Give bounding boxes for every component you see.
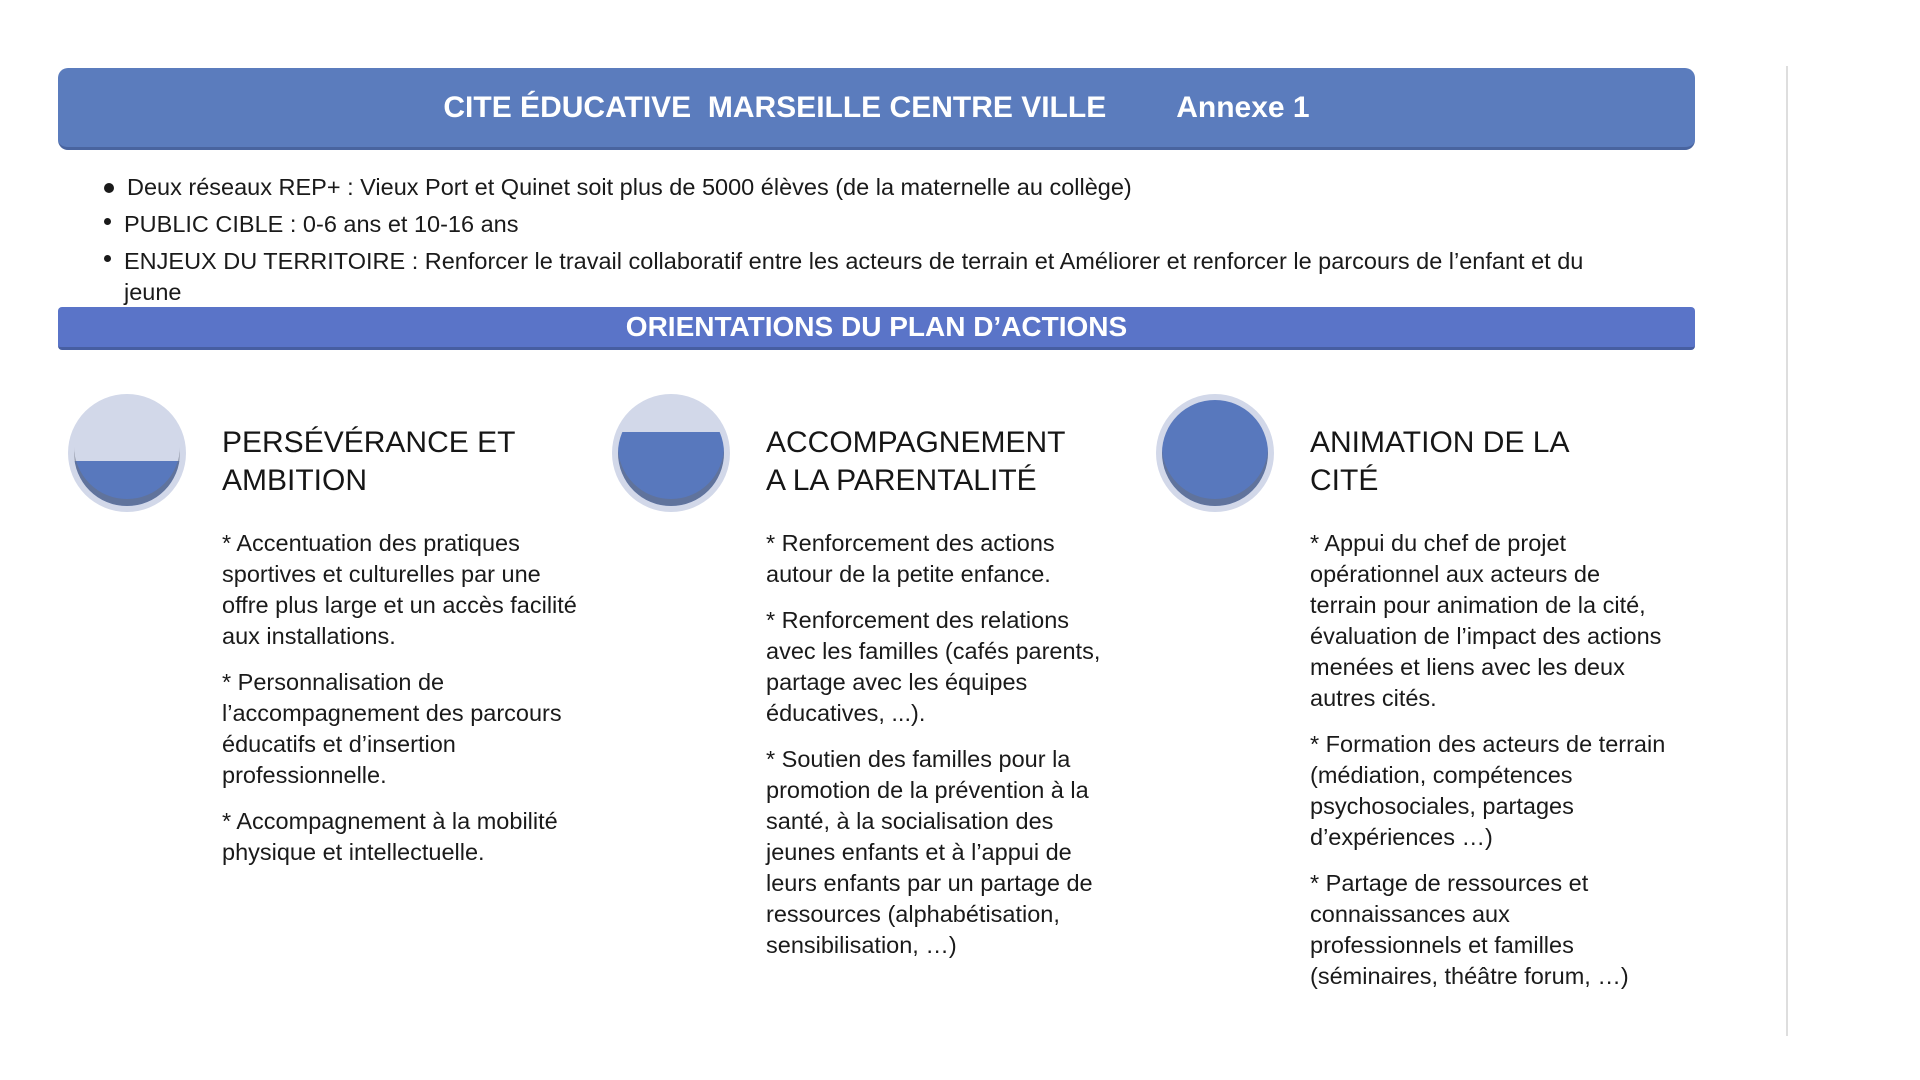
column-perseverance [68,394,587,883]
page-title: CITE ÉDUCATIVE MARSEILLE CENTRE VILLE [443,90,1107,124]
column-bullet: * Renforcement des actions autour de la petite enfance. [766,530,1055,587]
column-bullet: * Personnalisation de l’accompagnement des parcours éducatifs et d’insertion professionnelle. [222,669,562,788]
column-animation-cite [1156,394,1666,1007]
column-bullet: * Partage de ressources et connaissances aux professionnels et familles (séminaires, théâtre forum, …) [1310,870,1629,989]
column-bullet: * Accompagnement à la mobilité physique et intellectuelle. [222,808,558,865]
column-bullet: * Renforcement des relations avec les familles (cafés parents, partage avec les équipes éducatives, ...). [766,607,1101,726]
progress-circle-icon [1156,394,1274,512]
column-parentalite [612,394,1116,976]
column-bullet: * Soutien des familles pour la promotion de la prévention à la santé, à la socialisation des jeunes enfants et à l’appui de leurs enfants par un partage de ressources (alphabétisation, sensibilisation, …) [766,746,1093,958]
progress-circle-fill [74,461,180,506]
column-bullet: * Formation des acteurs de terrain (médiation, compétences psychosociales, partages d’expériences …) [1310,731,1666,850]
column-text-block [222,424,587,883]
column-heading [766,424,1116,500]
progress-circle-icon [612,394,730,512]
section-band-title: ORIENTATIONS DU PLAN D’ACTIONS [625,311,1128,342]
intro-bullet-text: ENJEUX DU TERRITOIRE : Renforcer le travail collaboratif entre les acteurs de terrain et Améliorer et renforcer le parcours de l’enfant et du jeune [124,248,1584,305]
intro-bullet-text: Deux réseaux REP+ : Vieux Port et Quinet soit plus de 5000 élèves (de la maternelle au collège) [127,174,1132,200]
section-band [58,307,1695,350]
column-heading-line: ANIMATION DE LA [1310,426,1570,459]
intro-bullet-list [104,172,1594,314]
column-heading [222,424,587,500]
title-bar [58,68,1695,150]
page-edge-divider [1786,66,1788,1036]
intro-bullet-item [104,209,1594,240]
bullet-dot-icon [104,218,111,225]
intro-bullet-item [104,246,1594,308]
progress-circle-clip [1162,400,1268,506]
column-text-block [766,424,1116,976]
annex-label: Annexe 1 [1176,90,1310,124]
column-bullet: * Appui du chef de projet opérationnel aux acteurs de terrain pour animation de la cité, évaluation de l’impact des actions menées et liens avec les deux autres cités. [1310,530,1662,711]
progress-circle-icon [68,394,186,512]
progress-circle-fill [618,432,724,506]
column-heading-line: PERSÉVÉRANCE ET [222,426,516,459]
progress-circle-clip [74,400,180,506]
progress-circle-fill [1162,400,1268,506]
bullet-dot-icon [104,255,111,262]
intro-bullet-item [104,172,1594,203]
column-text-block [1310,424,1666,1007]
column-heading-line: ACCOMPAGNEMENT [766,426,1066,459]
column-heading-line: A LA PARENTALITÉ [766,464,1037,497]
intro-bullet-text: PUBLIC CIBLE : 0-6 ans et 10-16 ans [124,211,519,237]
column-heading [1310,424,1666,500]
column-bullet: * Accentuation des pratiques sportives et culturelles par une offre plus large et un accès facilité aux installations. [222,530,577,649]
column-heading-line: CITÉ [1310,464,1379,497]
bullet-dot-icon [104,183,114,193]
column-heading-line: AMBITION [222,464,368,497]
progress-circle-clip [618,400,724,506]
